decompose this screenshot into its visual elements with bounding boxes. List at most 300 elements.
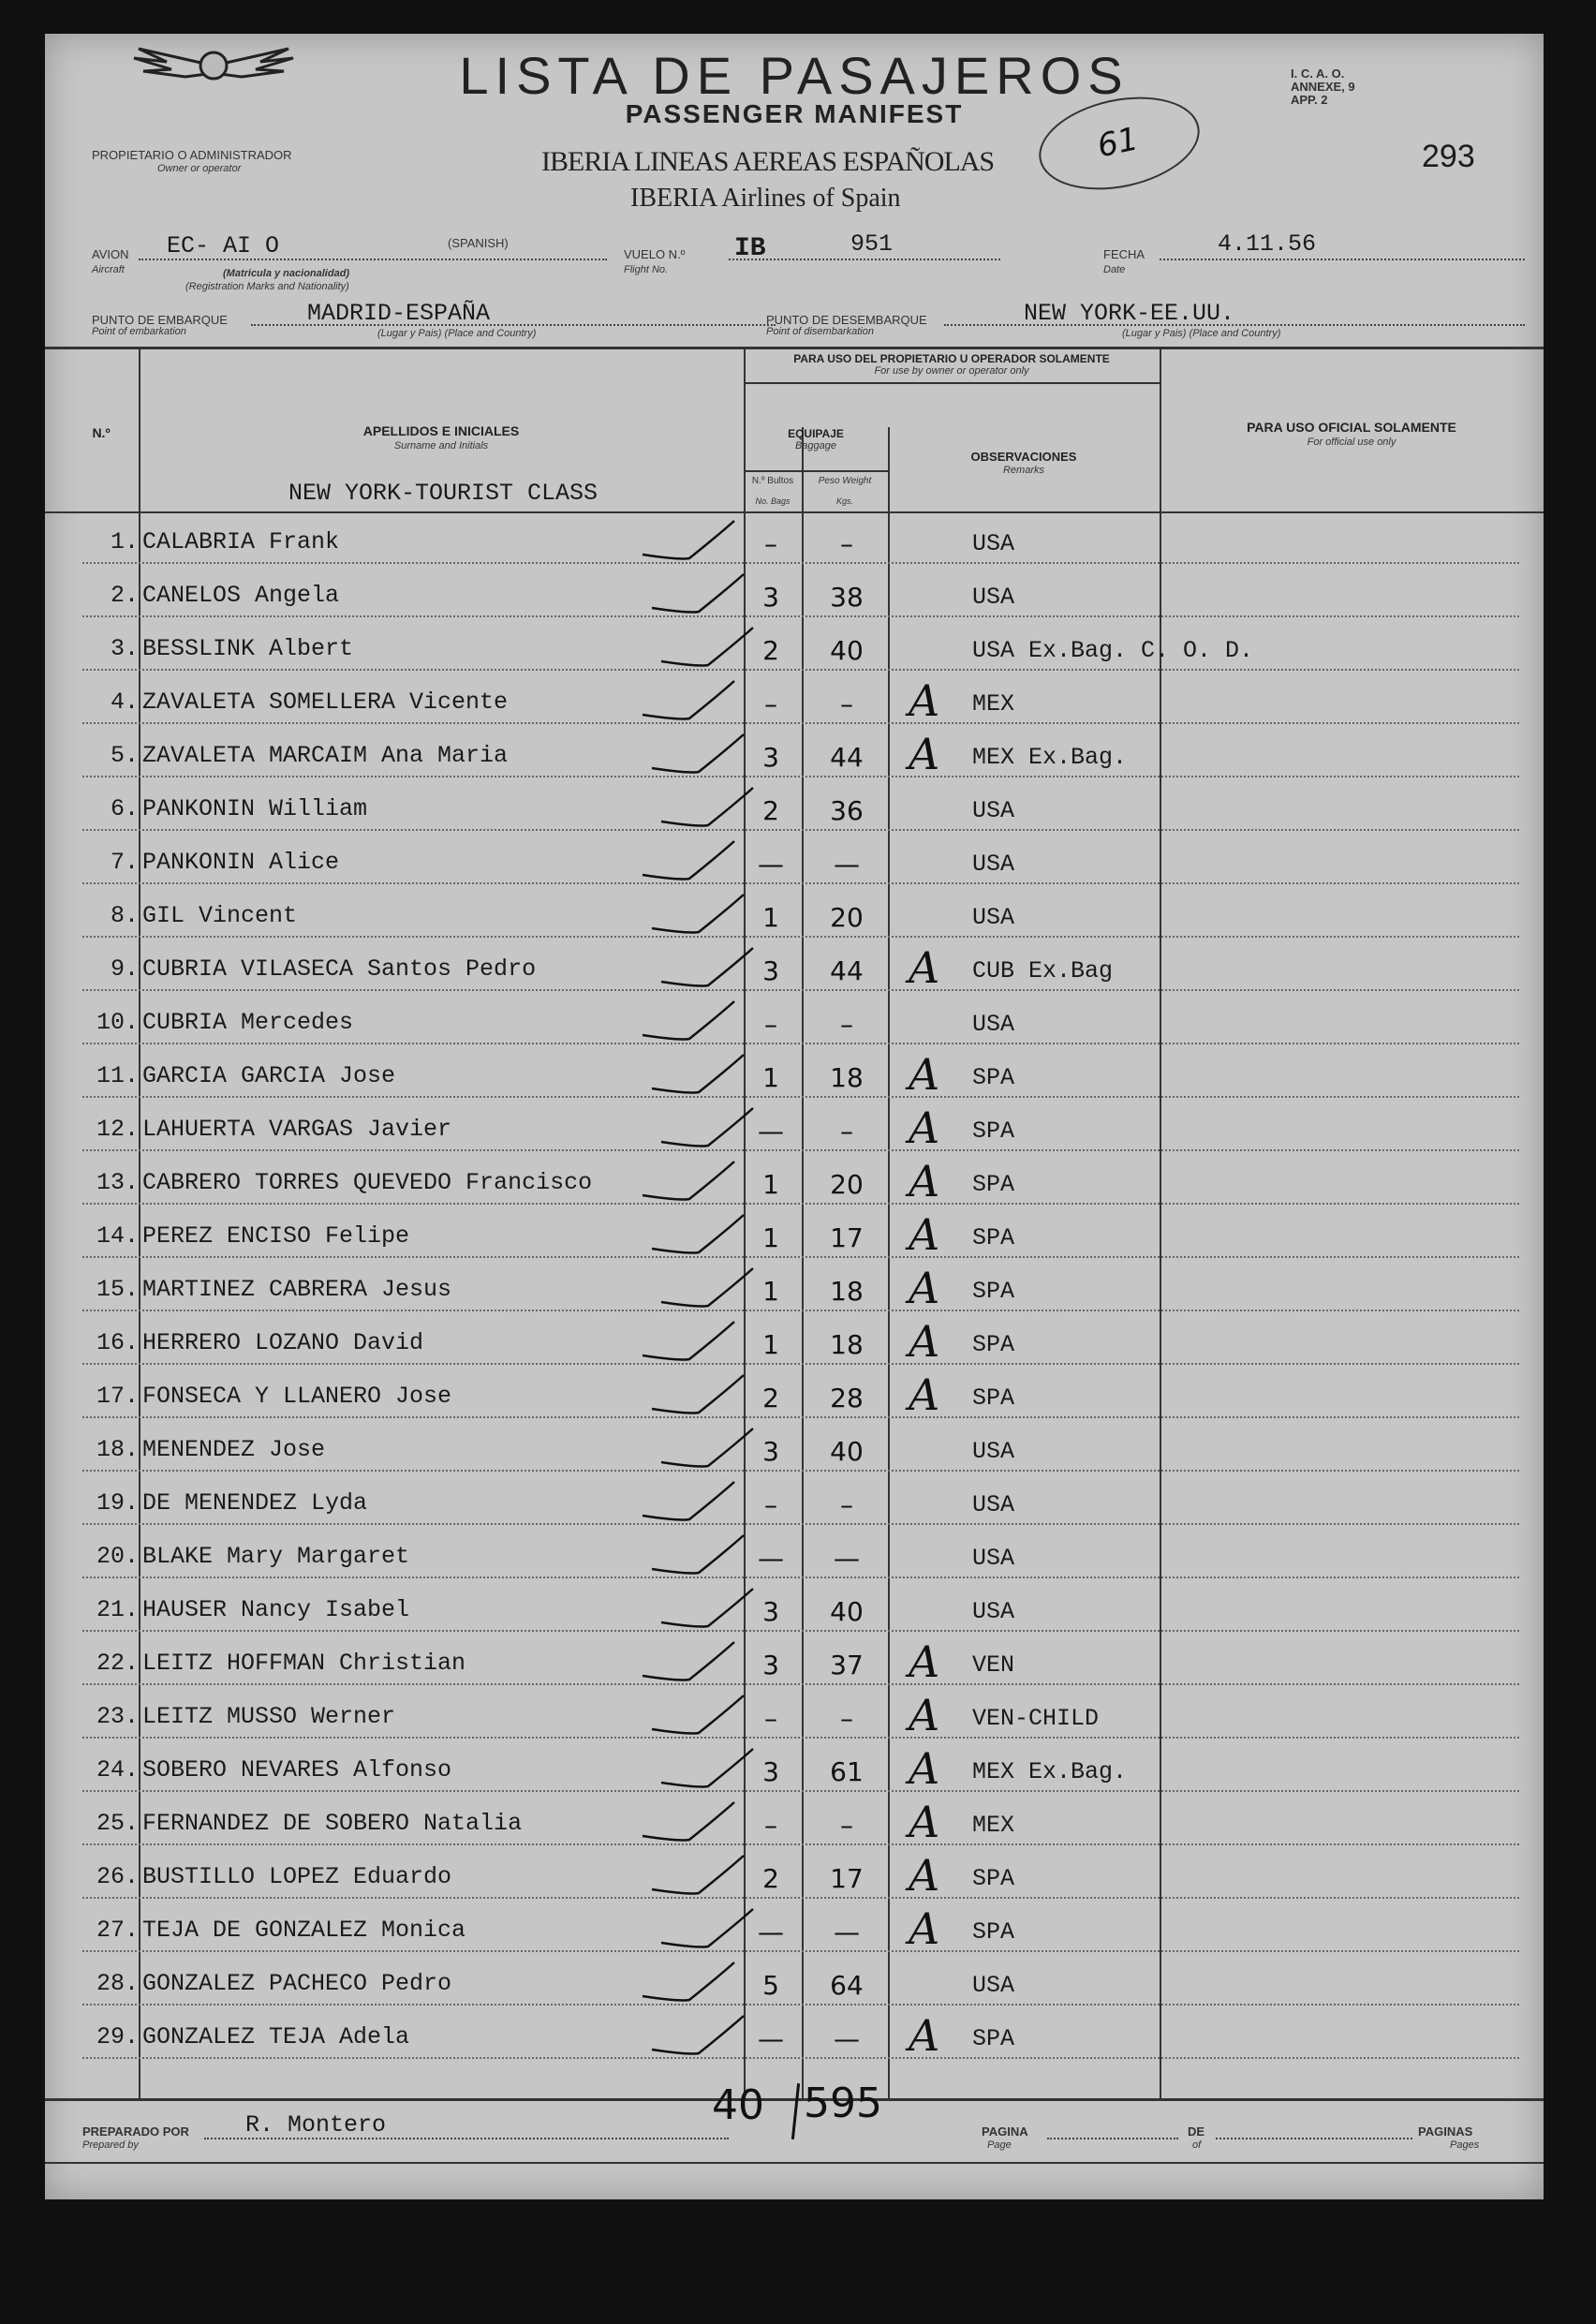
manifest-sheet [45, 34, 1544, 2199]
bag-count: 1 [762, 1169, 779, 1200]
handwritten-mark: A [909, 1743, 940, 1794]
disembark-label: PUNTO DE DESEMBARQUE [766, 313, 927, 327]
remarks-value: SPA [972, 1331, 1015, 1358]
bag-count: — [758, 849, 784, 880]
bag-weight: – [840, 1489, 853, 1520]
passenger-name: ZAVALETA MARCAIM Ana Maria [142, 742, 509, 769]
remarks-value: USA [972, 1011, 1015, 1038]
flight-underline [729, 259, 1000, 260]
bag-weight: 40 [830, 1436, 864, 1467]
page-label: PAGINA [982, 2124, 1028, 2139]
row-dotted-line [82, 1523, 1519, 1525]
remarks-value: MEX [972, 690, 1015, 718]
row-dotted-line [82, 1576, 1519, 1578]
col-header-weight-en: Kgs. [835, 496, 853, 506]
bag-weight: 20 [830, 902, 864, 933]
baggage-border [744, 470, 888, 472]
row-number: 2. [110, 582, 139, 609]
manifest-title: LISTA DE PASAJEROS [459, 46, 1130, 105]
table-row [45, 944, 1544, 997]
of-label: DE [1188, 2124, 1205, 2139]
prepared-value: R. Montero [245, 2111, 387, 2139]
check-mark-icon [633, 1051, 755, 1103]
table-row [45, 1638, 1544, 1691]
bag-weight: 18 [830, 1329, 864, 1360]
embark-value: MADRID-ESPAÑA [307, 300, 491, 327]
row-dotted-line [82, 936, 1519, 938]
col-header-no: N.º [92, 425, 111, 440]
bag-count: 1 [762, 902, 779, 933]
remarks-value: USA [972, 530, 1015, 557]
bag-count: – [764, 528, 777, 559]
passenger-name: CABRERO TORRES QUEVEDO Francisco [142, 1169, 593, 1196]
flight-prefix: IB [734, 234, 766, 263]
table-row [45, 1211, 1544, 1264]
table-row [45, 837, 1544, 890]
bag-count: 1 [762, 1222, 779, 1253]
table-row [45, 677, 1544, 730]
remarks-value: SPA [972, 1865, 1015, 1892]
handwritten-mark: A [909, 2010, 940, 2061]
bag-weight: — [834, 849, 860, 880]
row-number: 4. [110, 688, 139, 716]
table-top-border [45, 347, 1544, 349]
check-mark-icon [633, 1852, 755, 1904]
remarks-value: USA [972, 1438, 1015, 1465]
table-row [45, 517, 1544, 570]
row-number: 28. [96, 1970, 139, 1997]
passenger-name: HAUSER Nancy Isabel [142, 1596, 410, 1623]
handwritten-mark: A [909, 942, 940, 993]
bag-weight: 40 [830, 635, 864, 666]
check-mark-icon [624, 1959, 746, 2011]
pages-underline [1216, 2138, 1412, 2139]
check-mark-icon [633, 1371, 755, 1424]
class-note: NEW YORK-TOURIST CLASS [288, 480, 598, 507]
check-mark-icon [633, 1211, 755, 1264]
date-label-en: Date [1103, 264, 1126, 275]
table-row [45, 1799, 1544, 1851]
bag-count: 3 [762, 1650, 779, 1680]
bag-count: 3 [762, 1756, 779, 1787]
check-mark-icon [643, 784, 764, 836]
bag-count: 1 [762, 1276, 779, 1307]
row-number: 3. [110, 635, 139, 662]
passenger-name: LAHUERTA VARGAS Javier [142, 1116, 452, 1143]
handwritten-mark: A [909, 1797, 940, 1847]
table-row [45, 1318, 1544, 1370]
bag-weight: 17 [830, 1863, 864, 1894]
table-row [45, 731, 1544, 783]
registration-label-en: (Registration Marks and Nationality) [185, 281, 349, 292]
remarks-value: SPA [972, 1384, 1015, 1412]
check-mark-icon [643, 1585, 764, 1637]
table-row [45, 1051, 1544, 1103]
row-number: 27. [96, 1917, 139, 1944]
passenger-name: PANKONIN William [142, 795, 368, 822]
table-row [45, 1745, 1544, 1798]
prepared-label: PREPARADO POR [82, 2124, 189, 2139]
row-number: 14. [96, 1222, 139, 1250]
check-mark-icon [643, 1425, 764, 1477]
bag-weight: 44 [830, 955, 864, 986]
bag-weight: 38 [830, 582, 864, 613]
passenger-name: CUBRIA Mercedes [142, 1009, 354, 1036]
airline-name-es: IBERIA LINEAS AEREAS ESPAÑOLAS [541, 146, 995, 177]
check-mark-icon [624, 998, 746, 1050]
row-dotted-line [82, 1043, 1519, 1044]
handwritten-mark: A [909, 1903, 940, 1954]
flight-value: 951 [850, 230, 894, 258]
passenger-name: CUBRIA VILASECA Santos Pedro [142, 955, 537, 983]
prepared-label-en: Prepared by [82, 2139, 139, 2151]
totals-divider [791, 2083, 800, 2139]
passenger-name: GIL Vincent [142, 902, 298, 929]
sheet-bottom-rule [45, 2162, 1544, 2164]
table-bottom-border [45, 2098, 1544, 2101]
embark-label-en: Point of embarkation [92, 326, 186, 337]
passenger-name: MARTINEZ CABRERA Jesus [142, 1276, 452, 1303]
bag-weight: – [840, 1116, 853, 1147]
table-row [45, 1692, 1544, 1744]
remarks-value: USA [972, 1598, 1015, 1625]
bag-weight: 40 [830, 1596, 864, 1627]
check-mark-icon [643, 1104, 764, 1157]
row-dotted-line [82, 1203, 1519, 1205]
passenger-name: BLAKE Mary Margaret [142, 1543, 410, 1570]
passenger-name: GONZALEZ PACHECO Pedro [142, 1970, 452, 1997]
col-header-bags-en: No. Bags [755, 496, 791, 506]
bag-count: – [764, 688, 777, 719]
bag-weight: 64 [830, 1970, 864, 2001]
embark-label: PUNTO DE EMBARQUE [92, 313, 228, 327]
col-header-owner-use-en: For use by owner or operator only [874, 365, 1029, 377]
handwritten-mark: A [909, 1049, 940, 1100]
row-dotted-line [82, 2004, 1519, 2006]
check-mark-icon [643, 1745, 764, 1798]
bag-count: 2 [762, 635, 779, 666]
remarks-value: SPA [972, 1171, 1015, 1198]
check-mark-icon [633, 1692, 755, 1744]
row-number: 16. [96, 1329, 139, 1356]
row-number: 26. [96, 1863, 139, 1890]
passenger-name: CANELOS Angela [142, 582, 340, 609]
remarks-value: SPA [972, 1918, 1015, 1946]
row-number: 6. [110, 795, 139, 822]
row-dotted-line [82, 1843, 1519, 1845]
table-row [45, 624, 1544, 676]
table-row [45, 1959, 1544, 2011]
row-dotted-line [82, 1790, 1519, 1792]
handwritten-mark: A [909, 675, 940, 726]
table-row [45, 891, 1544, 943]
aircraft-nationality: (SPANISH) [448, 236, 509, 250]
manifest-subtitle: PASSENGER MANIFEST [625, 99, 964, 128]
aircraft-value: EC- AI O [167, 232, 280, 259]
row-number: 5. [110, 742, 139, 769]
bag-weight: — [834, 1917, 860, 1947]
row-number: 1. [110, 528, 139, 555]
check-mark-icon [624, 1318, 746, 1370]
table-row [45, 1158, 1544, 1210]
row-dotted-line [82, 1149, 1519, 1151]
table-header-border [45, 511, 1544, 513]
check-mark-icon [624, 677, 746, 730]
bag-weight: – [840, 1009, 853, 1040]
handwritten-mark: A [909, 1156, 940, 1206]
owner-label-en: Owner or operator [157, 163, 242, 174]
remarks-value: SPA [972, 1278, 1015, 1305]
row-number: 8. [110, 902, 139, 929]
row-dotted-line [82, 989, 1519, 991]
aircraft-label-en: Aircraft [92, 264, 125, 275]
remarks-value: SPA [972, 1224, 1015, 1251]
check-mark-icon [643, 1905, 764, 1958]
passenger-name: LEITZ MUSSO Werner [142, 1703, 396, 1730]
row-number: 20. [96, 1543, 139, 1570]
date-value: 4.11.56 [1218, 230, 1317, 258]
bag-weight: – [840, 688, 853, 719]
table-row [45, 784, 1544, 836]
remarks-value: MEX Ex.Bag. [972, 744, 1128, 771]
bag-weight: — [834, 1543, 860, 1574]
row-number: 12. [96, 1116, 139, 1143]
bag-count: – [764, 1703, 777, 1734]
row-dotted-line [82, 562, 1519, 564]
handwritten-mark: A [909, 1690, 940, 1740]
passenger-name: SOBERO NEVARES Alfonso [142, 1756, 452, 1784]
table-row [45, 1265, 1544, 1317]
bag-weight: – [840, 1810, 853, 1841]
bag-weight: 17 [830, 1222, 864, 1253]
bag-weight: 18 [830, 1062, 864, 1093]
col-header-official: PARA USO OFICIAL SOLAMENTE [1247, 420, 1456, 435]
remarks-value: USA [972, 1972, 1015, 1999]
check-mark-icon [624, 1638, 746, 1691]
row-dotted-line [82, 615, 1519, 617]
bag-weight: 61 [830, 1756, 864, 1787]
embark-note: (Lugar y Pais) (Place and Country) [377, 328, 537, 339]
row-dotted-line [82, 829, 1519, 831]
total-bags: 40 [712, 2081, 764, 2129]
bag-count: 1 [762, 1329, 779, 1360]
row-dotted-line [82, 1416, 1519, 1418]
row-dotted-line [82, 1256, 1519, 1258]
row-number: 15. [96, 1276, 139, 1303]
bag-count: – [764, 1489, 777, 1520]
remarks-value: VEN [972, 1651, 1015, 1679]
check-mark-icon [624, 1158, 746, 1210]
check-mark-icon [633, 2012, 755, 2065]
col-header-bags: N.º Bultos [751, 476, 794, 486]
handwritten-mark: A [909, 729, 940, 779]
row-dotted-line [82, 1363, 1519, 1365]
check-mark-icon [624, 1799, 746, 1851]
row-dotted-line [82, 882, 1519, 884]
row-number: 29. [96, 2023, 139, 2050]
table-row [45, 1585, 1544, 1637]
row-number: 22. [96, 1650, 139, 1677]
check-mark-icon [633, 1532, 755, 1584]
passenger-name: CALABRIA Frank [142, 528, 340, 555]
bag-count: 2 [762, 1863, 779, 1894]
row-dotted-line [82, 1683, 1519, 1685]
row-number: 9. [110, 955, 139, 983]
bag-count: 3 [762, 1436, 779, 1467]
passenger-name: PEREZ ENCISO Felipe [142, 1222, 410, 1250]
date-label: FECHA [1103, 247, 1145, 261]
bag-weight: — [834, 2023, 860, 2054]
check-mark-icon [624, 517, 746, 570]
handwritten-circle: 61 [1030, 83, 1208, 203]
passenger-name: DE MENENDEZ Lyda [142, 1489, 368, 1517]
remarks-value: USA [972, 904, 1015, 931]
disembark-label-en: Point of disembarkation [766, 326, 874, 337]
row-dotted-line [82, 1470, 1519, 1472]
remarks-value: SPA [972, 2025, 1015, 2052]
passenger-name: FONSECA Y LLANERO Jose [142, 1383, 452, 1410]
total-weight: 595 [804, 2080, 882, 2127]
check-mark-icon [633, 731, 755, 783]
bag-count: 3 [762, 742, 779, 773]
remarks-value: USA [972, 851, 1015, 878]
handwritten-mark: A [909, 1369, 940, 1420]
pages-label: PAGINAS [1418, 2124, 1473, 2139]
aircraft-label: AVION [92, 247, 129, 261]
check-mark-icon [624, 1478, 746, 1531]
table-row [45, 570, 1544, 623]
handwritten-mark: A [909, 1103, 940, 1153]
bag-weight: 28 [830, 1383, 864, 1414]
row-dotted-line [82, 1630, 1519, 1632]
bag-count: — [758, 2023, 784, 2054]
remarks-value: USA Ex.Bag. C. O. D. [972, 637, 1254, 664]
passenger-name: BESSLINK Albert [142, 635, 354, 662]
table-row [45, 1104, 1544, 1157]
handwritten-mark: A [909, 1636, 940, 1687]
bag-count: — [758, 1116, 784, 1147]
handwritten-mark: A [909, 1209, 940, 1260]
remarks-value: USA [972, 1545, 1015, 1572]
col-header-owner-use: PARA USO DEL PROPIETARIO U OPERADOR SOLAMENTE [793, 352, 1110, 365]
row-number: 11. [96, 1062, 139, 1089]
owner-use-border [744, 382, 1160, 384]
passenger-name: BUSTILLO LOPEZ Eduardo [142, 1863, 452, 1890]
check-mark-icon [633, 891, 755, 943]
row-dotted-line [82, 1897, 1519, 1899]
remarks-value: USA [972, 1491, 1015, 1518]
pages-label-en: Pages [1450, 2139, 1480, 2151]
table-row [45, 1371, 1544, 1424]
bag-count: 3 [762, 582, 779, 613]
bag-count: 3 [762, 1596, 779, 1627]
row-dotted-line [82, 1310, 1519, 1311]
bag-weight: – [840, 1703, 853, 1734]
disembark-note: (Lugar y Pais) (Place and Country) [1122, 328, 1281, 339]
row-number: 25. [96, 1810, 139, 1837]
owner-label: PROPIETARIO O ADMINISTRADOR [92, 148, 292, 162]
flight-label: VUELO N.º [624, 247, 686, 261]
table-row [45, 1478, 1544, 1531]
row-dotted-line [82, 722, 1519, 724]
col-header-baggage-en: Baggage [794, 440, 837, 451]
row-number: 23. [96, 1703, 139, 1730]
table-row [45, 1532, 1544, 1584]
passenger-name: MENENDEZ Jose [142, 1436, 326, 1463]
row-dotted-line [82, 776, 1519, 777]
col-header-official-en: For official use only [1307, 437, 1396, 448]
bag-weight: 44 [830, 742, 864, 773]
passenger-name: PANKONIN Alice [142, 849, 340, 876]
bag-count: — [758, 1917, 784, 1947]
check-mark-icon [643, 624, 764, 676]
row-dotted-line [82, 2057, 1519, 2059]
passenger-name: ZAVALETA SOMELLERA Vicente [142, 688, 509, 716]
table-row [45, 1852, 1544, 1904]
icao-reference: I. C. A. O. ANNEXE, 9 APP. 2 [1291, 67, 1355, 107]
bag-count: – [764, 1810, 777, 1841]
passenger-name: GONZALEZ TEJA Adela [142, 2023, 410, 2050]
check-mark-icon [643, 1265, 764, 1317]
remarks-value: USA [972, 584, 1015, 611]
bag-count: 2 [762, 795, 779, 826]
row-dotted-line [82, 1737, 1519, 1739]
remarks-value: SPA [972, 1118, 1015, 1145]
col-header-weight: Peso Weight [818, 476, 872, 486]
check-mark-icon [624, 837, 746, 890]
bag-count: — [758, 1543, 784, 1574]
col-header-baggage: EQUIPAJE [788, 427, 844, 440]
page-stamp-number: 293 [1422, 139, 1475, 174]
row-number: 21. [96, 1596, 139, 1623]
row-number: 7. [110, 849, 139, 876]
table-row [45, 1425, 1544, 1477]
bag-count: 3 [762, 955, 779, 986]
bag-weight: 36 [830, 795, 864, 826]
passenger-name: TEJA DE GONZALEZ Monica [142, 1917, 466, 1944]
bag-weight: 20 [830, 1169, 864, 1200]
col-header-name: APELLIDOS E INICIALES [362, 423, 520, 438]
bag-count: 5 [762, 1970, 779, 2001]
flight-label-en: Flight No. [624, 264, 669, 275]
passenger-name: LEITZ HOFFMAN Christian [142, 1650, 466, 1677]
remarks-value: USA [972, 797, 1015, 824]
row-dotted-line [82, 669, 1519, 671]
handwritten-mark: A [909, 1263, 940, 1313]
table-row [45, 1905, 1544, 1958]
of-label-en: of [1192, 2139, 1202, 2151]
bag-weight: 18 [830, 1276, 864, 1307]
passenger-name: HERRERO LOZANO David [142, 1329, 424, 1356]
col-header-name-en: Surname and Initials [393, 440, 489, 451]
airline-name-en: IBERIA Airlines of Spain [630, 184, 901, 213]
row-number: 24. [96, 1756, 139, 1784]
table-row [45, 2012, 1544, 2065]
row-number: 10. [96, 1009, 139, 1036]
row-number: 19. [96, 1489, 139, 1517]
row-dotted-line [82, 1096, 1519, 1098]
page-label-en: Page [987, 2139, 1012, 2151]
row-number: 13. [96, 1169, 139, 1196]
date-underline [1160, 259, 1525, 260]
check-mark-icon [633, 570, 755, 623]
passenger-name: GARCIA GARCIA Jose [142, 1062, 396, 1089]
disembark-value: NEW YORK-EE.UU. [1024, 300, 1235, 327]
bag-weight: 37 [830, 1650, 864, 1680]
handwritten-mark: A [909, 1850, 940, 1901]
bag-count: 1 [762, 1062, 779, 1093]
remarks-value: VEN-CHILD [972, 1705, 1100, 1732]
